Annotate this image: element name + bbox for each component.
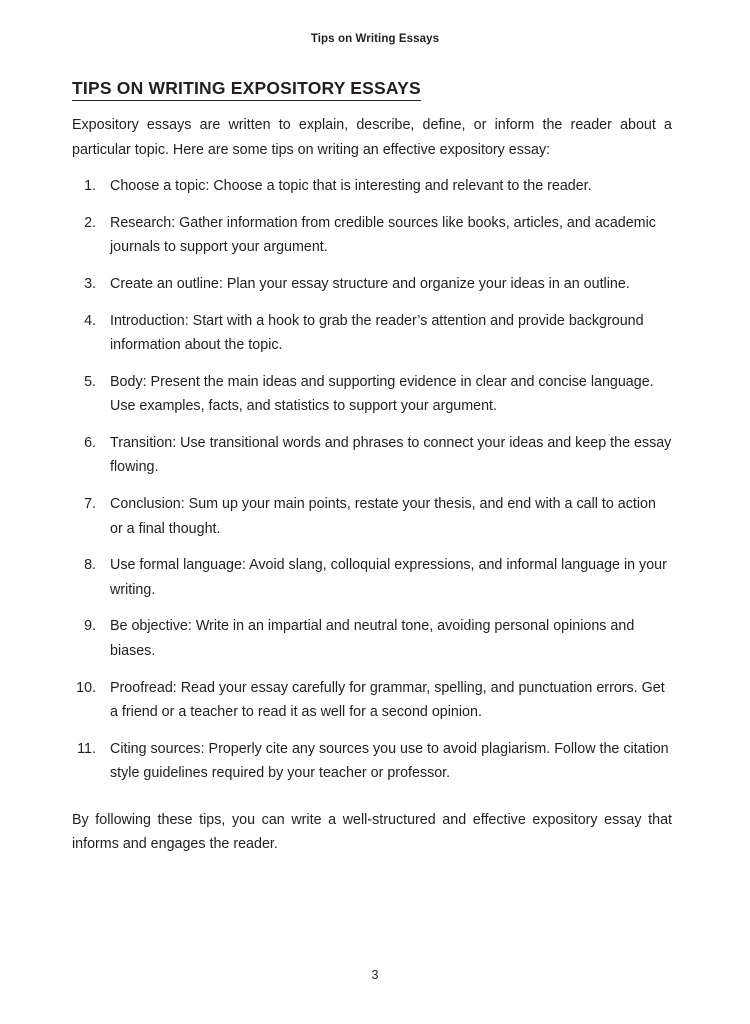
- list-item-number: 5.: [84, 373, 96, 390]
- list-item: [72, 614, 672, 663]
- running-header: Tips on Writing Essays: [310, 33, 440, 45]
- list-item-text: Create an outline: Plan your essay structure and organize your ideas in an outline.: [110, 276, 630, 293]
- page-number: 3: [371, 968, 379, 982]
- list-item-text: Conclusion: Sum up your main points, restate your thesis, and end with a call to action or a final thought.: [110, 496, 656, 537]
- list-item-number: 1.: [84, 178, 96, 195]
- list-item-text: Transition: Use transitional words and phrases to connect your ideas and keep the essay flowing.: [110, 434, 672, 476]
- list-item-number: 10.: [76, 679, 96, 696]
- list-item-text: Research: Gather information from credible sources like books, articles, and academic journals to support your argument.: [110, 214, 656, 256]
- list-item-number: 8.: [84, 557, 96, 574]
- page-title: TIPS ON WRITING EXPOSITORY ESSAYS: [72, 78, 421, 101]
- document-body: [72, 78, 672, 857]
- list-item: [72, 370, 672, 419]
- list-item-text: Introduction: Start with a hook to grab the reader’s attention and provide background information about the topic.: [110, 312, 644, 354]
- tips-list: [72, 174, 672, 786]
- list-item-text: Proofread: Read your essay carefully for grammar, spelling, and punctuation errors. Get a friend or a teacher to read it as well for a second opinion.: [110, 679, 665, 721]
- list-item: [72, 211, 672, 260]
- list-item-text: Be objective: Write in an impartial and neutral tone, avoiding personal opinions and biases.: [110, 618, 635, 659]
- list-item-number: 11.: [77, 740, 96, 757]
- list-item: [72, 737, 672, 786]
- list-item: [72, 174, 672, 199]
- list-item-number: 4.: [84, 312, 96, 329]
- list-item: [72, 309, 672, 358]
- list-item: [72, 676, 672, 725]
- list-item-text: Body: Present the main ideas and supporting evidence in clear and concise language. Use examples, facts, and statistics to support your argument.: [110, 373, 654, 415]
- list-item: [72, 431, 672, 480]
- closing-paragraph: By following these tips, you can write a well-structured and effective expository essay that informs and engages the reader.: [72, 811, 672, 853]
- list-item-text: Citing sources: Properly cite any sources you use to avoid plagiarism. Follow the citation style guidelines required by your teacher or professor.: [110, 740, 669, 782]
- list-item-number: 2.: [84, 214, 96, 231]
- intro-paragraph: Expository essays are written to explain, describe, define, or inform the reader about a particular topic. Here are some tips on writing an effective expository essay:: [72, 117, 672, 158]
- list-item-number: 6.: [84, 434, 96, 451]
- list-item: [72, 492, 672, 541]
- list-item-number: 3.: [84, 276, 96, 293]
- list-item-number: 9.: [84, 618, 96, 635]
- list-item-text: Choose a topic: Choose a topic that is interesting and relevant to the reader.: [110, 178, 592, 195]
- list-item: [72, 553, 672, 602]
- list-item-number: 7.: [84, 496, 96, 513]
- list-item: [72, 272, 672, 297]
- list-item-text: Use formal language: Avoid slang, colloquial expressions, and informal language in your writing.: [110, 557, 667, 598]
